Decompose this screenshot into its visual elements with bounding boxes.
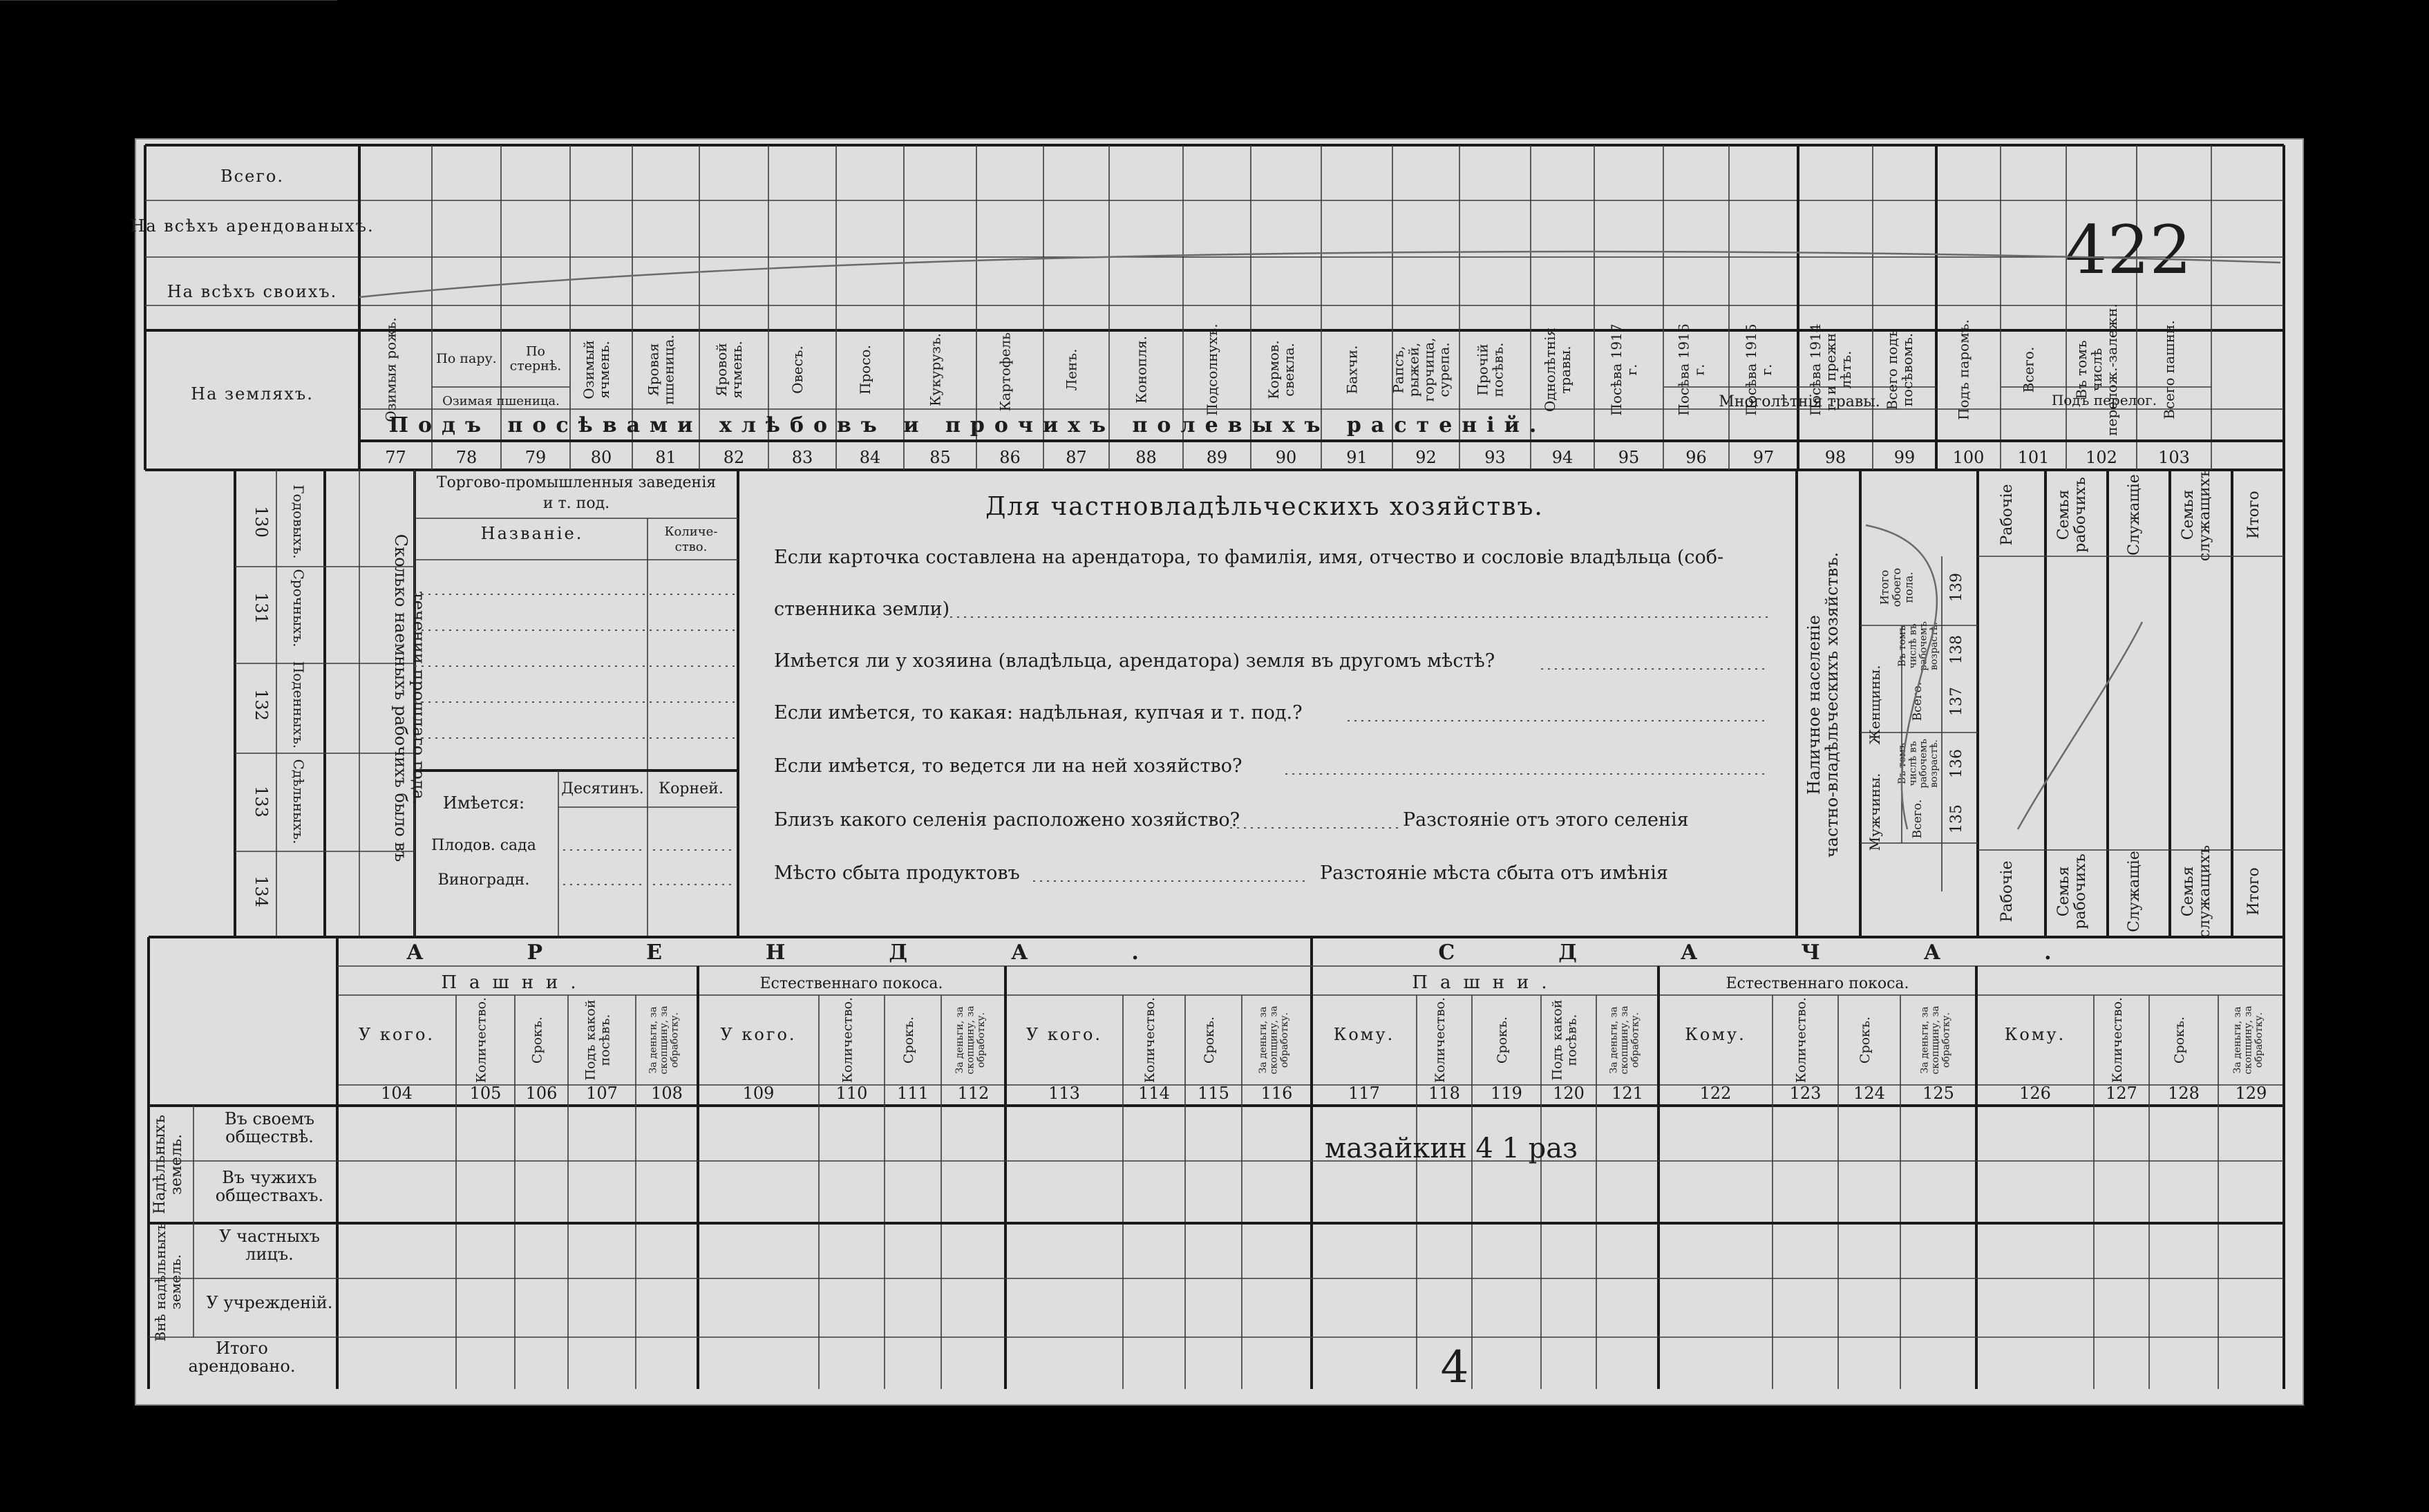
column-header: Подъ какой bbox=[583, 999, 598, 1081]
row-number: 134 bbox=[252, 876, 271, 907]
row-label: Итого bbox=[216, 1338, 268, 1358]
trade-title: и т. под. bbox=[542, 495, 610, 512]
column-number: 81 bbox=[655, 448, 677, 467]
column-header: Всего. bbox=[2020, 346, 2037, 393]
pashni-label: Пашни. bbox=[441, 972, 589, 993]
row-label: Въ своемъ bbox=[224, 1108, 315, 1128]
question: Если имѣется, то ведется ли на ней хозяйство? bbox=[774, 755, 1242, 777]
right-header: Семья bbox=[2179, 866, 2197, 917]
population-number: 139 bbox=[1948, 573, 1965, 602]
column-header: За деньги, за bbox=[2232, 1006, 2244, 1074]
column-number: 94 bbox=[1551, 448, 1573, 467]
column-number: 100 bbox=[1952, 448, 1985, 467]
column-header: горчица, bbox=[1420, 337, 1437, 402]
column-header: Посѣва 1915 bbox=[1743, 323, 1759, 416]
row-number: 130 bbox=[252, 506, 271, 538]
question: Мѣсто сбыта продуктовъ bbox=[774, 862, 1020, 884]
incl-workers-label: возрастѣ. bbox=[1929, 739, 1940, 788]
row-label: У частныхъ bbox=[219, 1226, 320, 1246]
column-header: стернѣ. bbox=[509, 358, 562, 374]
column-number: 115 bbox=[1198, 1084, 1229, 1103]
worker-type: Сдѣльныхъ. bbox=[290, 759, 307, 844]
column-number: 114 bbox=[1138, 1084, 1170, 1103]
column-number: 98 bbox=[1824, 448, 1846, 467]
column-number: 110 bbox=[835, 1084, 868, 1103]
column-header: Посѣва 1916 bbox=[1675, 323, 1692, 416]
workers-question: течении прошлаго года. bbox=[409, 591, 429, 805]
column-number: 97 bbox=[1752, 448, 1775, 467]
column-header: посѣвъ. bbox=[597, 1014, 613, 1066]
column-header: Количество. bbox=[473, 996, 489, 1084]
column-header: Кукурузъ. bbox=[927, 332, 944, 407]
column-header: Количество. bbox=[1142, 996, 1157, 1084]
column-header: Посѣва 1917 bbox=[1608, 323, 1625, 416]
row-label: На всѣхъ арендованыхъ. bbox=[130, 216, 375, 236]
column-number: 111 bbox=[897, 1084, 929, 1103]
column-header: скопщину, за bbox=[2242, 1005, 2254, 1075]
trade-qty-header: ство. bbox=[674, 540, 708, 554]
right-header: Служащiе bbox=[2126, 474, 2143, 556]
population-number: 136 bbox=[1948, 749, 1965, 778]
column-header: г. bbox=[1758, 363, 1775, 376]
right-header: Служащiе bbox=[2126, 851, 2143, 932]
column-group: Многолѣтнiя травы. bbox=[1719, 393, 1880, 410]
column-header: посѣвъ. bbox=[1564, 1014, 1580, 1066]
question: Если карточка составлена на арендатора, то фамилiя, имя, отчество и сословiе владѣльца (соб- bbox=[774, 547, 1724, 568]
total-both-label: обоего bbox=[1890, 567, 1903, 607]
column-number: 86 bbox=[999, 448, 1021, 467]
pashni-label: Пашни. bbox=[1412, 972, 1560, 993]
handwritten-page-number: 422 bbox=[2065, 211, 2192, 289]
right-header: служащихъ bbox=[2196, 468, 2214, 562]
column-header: Озимыя рожь. bbox=[382, 317, 399, 422]
column-number: 99 bbox=[1893, 448, 1916, 467]
vineyards-label: Виноградн. bbox=[437, 871, 530, 889]
arenda-banner: АРЕНДА. bbox=[406, 941, 1242, 965]
column-number: 103 bbox=[2158, 448, 2190, 467]
row-label: У учрежденiй. bbox=[206, 1293, 333, 1312]
column-header: У кого. bbox=[358, 1025, 435, 1044]
column-header: травы. bbox=[1557, 346, 1573, 394]
column-header: Прочiй bbox=[1474, 343, 1491, 396]
population-label: частно-владѣльческихъ хозяйствъ. bbox=[1822, 551, 1842, 858]
pokos-label: Естественнаго покоса. bbox=[759, 975, 943, 992]
column-header: За деньги, за bbox=[1608, 1006, 1620, 1074]
column-header: Просо. bbox=[857, 345, 873, 395]
column-header: Подсолнухъ. bbox=[1204, 323, 1220, 416]
column-number: 109 bbox=[742, 1084, 775, 1103]
column-header: Срокъ. bbox=[1858, 1016, 1873, 1064]
column-number: 116 bbox=[1260, 1084, 1293, 1103]
column-number: 78 bbox=[455, 448, 478, 467]
column-header: Кому. bbox=[2004, 1025, 2066, 1044]
question: Разстоянiе мѣста сбыта отъ имѣнiя bbox=[1320, 862, 1668, 884]
column-number: 90 bbox=[1275, 448, 1297, 467]
column-header: Картофель. bbox=[996, 328, 1014, 412]
incl-workers-label: Въ томъ bbox=[1896, 743, 1908, 784]
column-header: обработку. bbox=[1940, 1012, 1952, 1068]
column-header: перелож.-залежн. bbox=[2104, 303, 2120, 436]
column-header: Срокъ. bbox=[2172, 1016, 2187, 1064]
row-label: Всего. bbox=[220, 167, 284, 186]
row-number: 131 bbox=[252, 592, 271, 624]
column-header: По пару. bbox=[436, 351, 497, 366]
column-number: 84 bbox=[859, 448, 881, 467]
column-number: 79 bbox=[524, 448, 547, 467]
column-number: 88 bbox=[1135, 448, 1157, 467]
all-label: Всего. bbox=[1911, 799, 1925, 839]
column-number: 91 bbox=[1346, 448, 1368, 467]
column-header: За деньги, за bbox=[1258, 1006, 1269, 1074]
private-title: Для частновладѣльческихъ хозяйствъ. bbox=[985, 493, 1544, 521]
desyatin-header: Десятинъ. bbox=[561, 780, 644, 797]
column-header: Всего пашни. bbox=[2161, 320, 2177, 419]
column-number: 85 bbox=[929, 448, 951, 467]
handwritten-total: 4 bbox=[1440, 1342, 1469, 1393]
column-header: Однолѣтнiя bbox=[1542, 327, 1558, 413]
handwritten-note: мазайкин 4 1 раз bbox=[1325, 1133, 1578, 1164]
column-header: Количество. bbox=[840, 996, 856, 1084]
column-header: За деньги, за bbox=[1919, 1006, 1931, 1074]
row-label: На земляхъ. bbox=[191, 384, 314, 404]
column-header: Рапсъ, bbox=[1390, 346, 1407, 394]
column-group: Подъ перелог. bbox=[2051, 392, 2157, 408]
column-header: Овесъ. bbox=[789, 346, 806, 394]
group-label: земель. bbox=[167, 1254, 184, 1310]
column-number: 105 bbox=[469, 1084, 502, 1103]
question: Разстоянiе отъ этого селенiя bbox=[1403, 809, 1689, 831]
column-header: скопщину, за bbox=[1268, 1005, 1280, 1075]
right-header: Итого bbox=[2245, 491, 2262, 539]
column-number: 112 bbox=[957, 1084, 990, 1103]
column-number: 89 bbox=[1206, 448, 1228, 467]
column-header: У кого. bbox=[1026, 1025, 1103, 1044]
column-header: Яровая bbox=[645, 343, 662, 397]
question: Имѣется ли у хозяина (владѣльца, арендатора) земля въ другомъ мѣстѣ? bbox=[774, 650, 1495, 672]
column-header: посѣвомъ. bbox=[1899, 332, 1916, 407]
column-header: Въ томъ bbox=[2073, 340, 2090, 399]
row-label: обществахъ. bbox=[215, 1186, 324, 1206]
men-label: Мужчины. bbox=[1866, 773, 1883, 851]
right-header: Семья bbox=[2179, 489, 2197, 540]
column-number: 129 bbox=[2235, 1084, 2267, 1103]
column-header: Кому. bbox=[1685, 1025, 1746, 1044]
column-header: сурепа. bbox=[1435, 342, 1453, 397]
column-header: Кормов. bbox=[1265, 340, 1282, 399]
column-number: 77 bbox=[385, 448, 406, 467]
column-header: обработку. bbox=[1629, 1012, 1641, 1068]
column-header: скопщину, за bbox=[659, 1005, 670, 1075]
under-crops-banner: Подъ посѣвами хлѣбовъ и прочихъ полевыхъ растенiй. bbox=[388, 413, 1547, 437]
column-number: 123 bbox=[1789, 1084, 1822, 1103]
column-header: Срокъ. bbox=[529, 1016, 545, 1064]
total-both-label: пола. bbox=[1902, 571, 1916, 603]
column-header: свекла. bbox=[1280, 343, 1297, 397]
worker-type: Годовыхъ. bbox=[290, 484, 307, 559]
row-label: лицъ. bbox=[245, 1245, 294, 1265]
population-number: 137 bbox=[1948, 687, 1965, 716]
population-label: Наличное населенiе bbox=[1804, 615, 1824, 795]
row-number: 132 bbox=[252, 689, 271, 721]
row-label: На всѣхъ своихъ. bbox=[167, 282, 338, 301]
has-label: Имѣется: bbox=[442, 793, 525, 813]
all-label: Всего. bbox=[1911, 681, 1925, 721]
row-number: 133 bbox=[252, 786, 271, 818]
column-number: 95 bbox=[1618, 448, 1640, 467]
column-header: посѣвъ. bbox=[1489, 342, 1506, 397]
column-header: скопщину, за bbox=[965, 1005, 976, 1075]
column-number: 120 bbox=[1553, 1084, 1585, 1103]
column-number: 83 bbox=[791, 448, 813, 467]
incl-workers-label: возрастѣ. bbox=[1929, 622, 1940, 670]
trade-name-header: Названiе. bbox=[480, 524, 584, 543]
population-number: 135 bbox=[1948, 804, 1965, 833]
column-header: г. и прежн. bbox=[1822, 328, 1839, 411]
question: Близъ какого селенiя расположено хозяйство? bbox=[774, 809, 1240, 831]
right-header: Рабочiе bbox=[1998, 860, 2016, 923]
column-header: Посѣва 1914 bbox=[1807, 323, 1824, 416]
population-number: 138 bbox=[1948, 635, 1965, 664]
women-label: Женщины. bbox=[1866, 665, 1883, 745]
column-number: 92 bbox=[1415, 448, 1437, 467]
group-label: Внѣ надѣльныхъ bbox=[152, 1222, 169, 1342]
group-label: Надѣльныхъ bbox=[151, 1115, 169, 1214]
column-number: 124 bbox=[1853, 1084, 1885, 1103]
column-header: Срокъ. bbox=[901, 1016, 916, 1064]
column-header: числѣ bbox=[2088, 348, 2105, 392]
question: Если имѣется, то какая: надѣльная, купчая и т. под.? bbox=[774, 702, 1303, 724]
column-header: ячмень. bbox=[596, 341, 612, 399]
column-header: За деньги, за bbox=[648, 1006, 659, 1074]
incl-workers-label: числѣ въ bbox=[1907, 623, 1919, 669]
column-number: 121 bbox=[1612, 1084, 1643, 1103]
column-number: 122 bbox=[1699, 1084, 1732, 1103]
column-header: лѣтъ. bbox=[1837, 350, 1854, 389]
row-label: арендовано. bbox=[188, 1357, 296, 1377]
group-label: земель. bbox=[168, 1133, 186, 1196]
column-header: рыжей, bbox=[1405, 342, 1422, 397]
column-number: 96 bbox=[1685, 448, 1707, 467]
column-number: 102 bbox=[2086, 448, 2117, 467]
trade-title: Торгово-промышленныя заведенiя bbox=[436, 474, 717, 491]
right-header: служащихъ bbox=[2196, 844, 2214, 938]
right-header: Итого bbox=[2245, 867, 2262, 916]
right-header: Семья bbox=[2054, 489, 2072, 540]
column-header: У кого. bbox=[720, 1025, 797, 1044]
column-number: 118 bbox=[1428, 1084, 1460, 1103]
row-label: обществѣ. bbox=[225, 1127, 314, 1147]
column-header: Кому. bbox=[1333, 1025, 1395, 1044]
column-number: 125 bbox=[1922, 1084, 1954, 1103]
column-header: обработку. bbox=[1278, 1012, 1290, 1068]
column-number: 127 bbox=[2106, 1084, 2137, 1103]
orchards-label: Плодов. сада bbox=[431, 837, 536, 854]
right-header: рабочихъ bbox=[2072, 853, 2090, 929]
column-number: 107 bbox=[586, 1084, 618, 1103]
column-header: Количество. bbox=[2110, 996, 2125, 1084]
incl-workers-label: числѣ въ bbox=[1907, 741, 1919, 786]
column-header: обработку. bbox=[669, 1012, 681, 1068]
column-header: г. bbox=[1623, 363, 1640, 376]
column-number: 93 bbox=[1484, 448, 1506, 467]
column-number: 128 bbox=[2168, 1084, 2200, 1103]
row-label: Въ чужихъ bbox=[222, 1167, 317, 1187]
right-header: Рабочiе bbox=[1998, 484, 2016, 546]
column-number: 82 bbox=[723, 448, 745, 467]
column-header: пшеница. bbox=[660, 334, 677, 405]
column-header: Подъ паромъ. bbox=[1955, 319, 1972, 420]
pen-stroke bbox=[359, 252, 2280, 297]
column-number: 104 bbox=[381, 1084, 413, 1103]
pokos-label: Естественнаго покоса. bbox=[1726, 975, 1909, 992]
pen-stroke bbox=[2018, 622, 2142, 829]
column-number: 117 bbox=[1348, 1084, 1380, 1103]
column-header: Ленъ. bbox=[1063, 348, 1080, 391]
column-header: Конопля. bbox=[1133, 336, 1150, 404]
right-header: рабочихъ bbox=[2072, 477, 2090, 553]
column-number: 101 bbox=[2017, 448, 2050, 467]
incl-workers-label: рабочемъ bbox=[1918, 739, 1929, 788]
column-header: Количество. bbox=[1433, 996, 1448, 1084]
column-header: Яровой bbox=[713, 343, 730, 397]
column-header: г. bbox=[1690, 363, 1708, 376]
column-number: 80 bbox=[590, 448, 612, 467]
column-group: Озимая пшеница. bbox=[442, 394, 560, 408]
column-number: 106 bbox=[525, 1084, 558, 1103]
column-number: 119 bbox=[1491, 1084, 1522, 1103]
column-number: 87 bbox=[1066, 448, 1087, 467]
column-header: Срокъ. bbox=[1495, 1016, 1510, 1064]
workers-question: Сколько наемныхъ рабочихъ было въ bbox=[390, 533, 410, 862]
column-header: Бахчи. bbox=[1343, 345, 1361, 395]
column-header: обработку. bbox=[975, 1012, 987, 1068]
column-header: Количество. bbox=[1793, 996, 1809, 1084]
column-header: Подъ какой bbox=[1549, 999, 1565, 1081]
trade-qty-header: Количе- bbox=[664, 525, 718, 539]
column-header: скопщину, за bbox=[1619, 1005, 1630, 1075]
question: ственника земли) bbox=[774, 598, 950, 620]
column-number: 113 bbox=[1048, 1084, 1080, 1103]
worker-type: Поденныхъ. bbox=[290, 661, 307, 749]
column-header: Всего подъ bbox=[1884, 329, 1900, 410]
right-header: Семья bbox=[2054, 866, 2072, 917]
column-header: Озимый bbox=[580, 340, 597, 399]
worker-type: Срочныхъ. bbox=[290, 569, 307, 648]
column-header: обработку. bbox=[2253, 1012, 2265, 1068]
total-both-label: Итого bbox=[1878, 569, 1891, 605]
column-header: По bbox=[525, 343, 546, 359]
column-header: За деньги, за bbox=[954, 1006, 966, 1074]
column-number: 108 bbox=[651, 1084, 683, 1103]
column-header: скопщину, за bbox=[1930, 1005, 1941, 1075]
sdacha-banner: СДАЧА. bbox=[1438, 941, 2155, 965]
column-header: ячмень. bbox=[728, 341, 745, 399]
column-header: Срокъ. bbox=[1202, 1016, 1217, 1064]
incl-workers-label: Въ томъ bbox=[1896, 625, 1908, 667]
incl-workers-label: рабочемъ bbox=[1918, 621, 1929, 671]
column-number: 126 bbox=[2019, 1084, 2051, 1103]
roots-header: Корней. bbox=[659, 780, 724, 797]
